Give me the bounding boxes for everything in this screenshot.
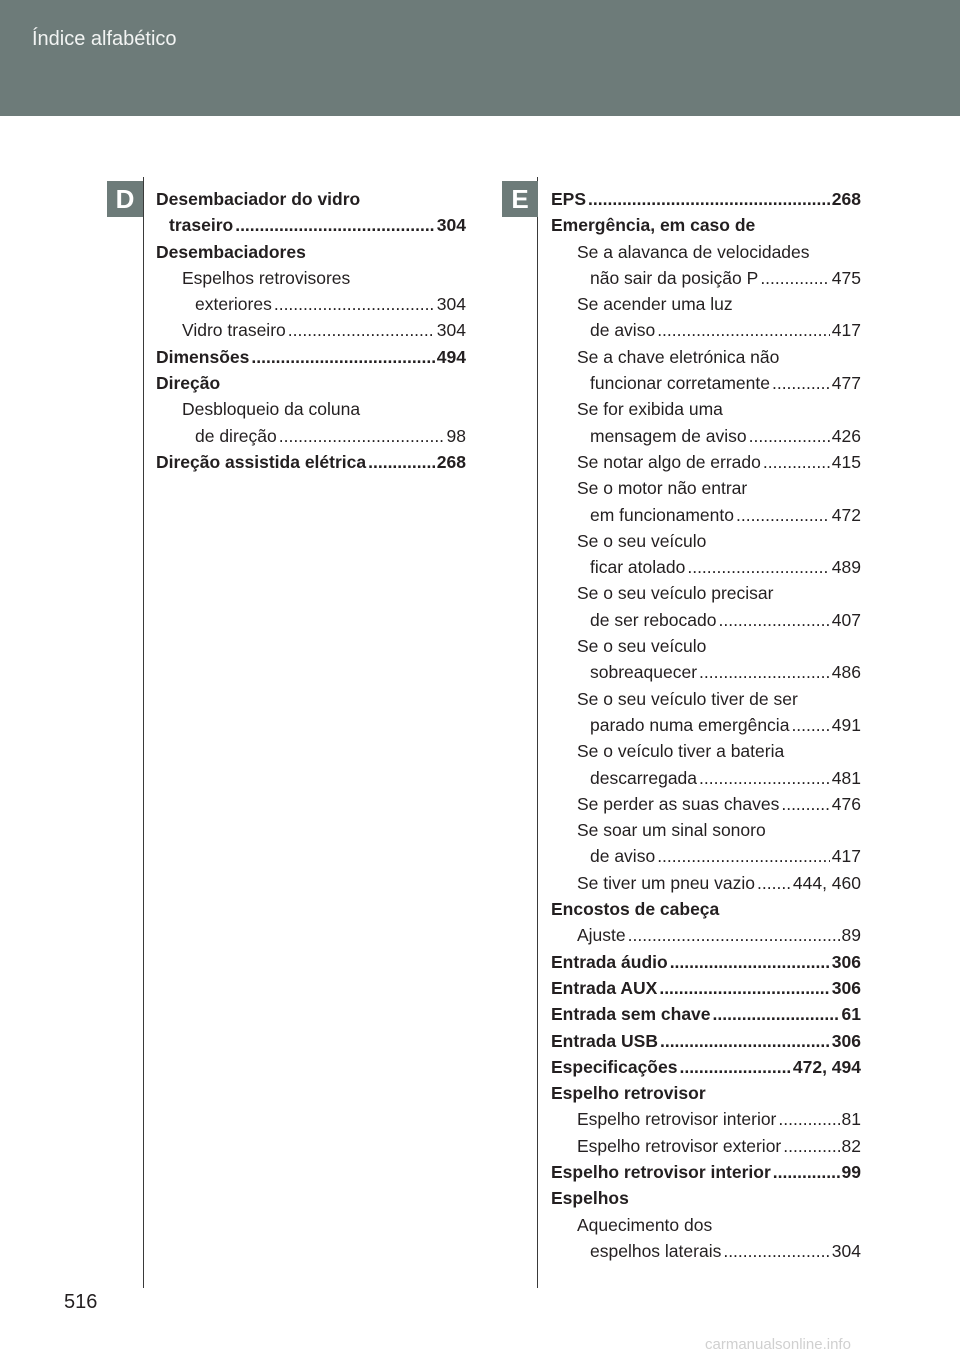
dot-leader — [274, 291, 435, 310]
index-entry-text: não sair da posição P — [590, 267, 759, 288]
index-entry — [551, 475, 861, 501]
index-entry — [551, 1080, 861, 1106]
dot-leader — [657, 317, 830, 336]
dot-leader — [699, 659, 830, 678]
index-entry-text: em funcionamento — [590, 504, 734, 525]
index-entry — [551, 896, 861, 922]
index-entry — [551, 765, 861, 791]
index-entry-text: Espelhos — [551, 1188, 629, 1209]
index-entry-page: 477 — [831, 373, 861, 394]
index-entry-page: 444, 460 — [792, 872, 861, 893]
index-entry — [551, 975, 861, 1001]
index-entry-text: traseiro — [169, 215, 234, 236]
index-entry-page: 61 — [841, 1004, 861, 1025]
dot-leader — [757, 870, 791, 889]
index-entry-text: Desembaciadores — [156, 241, 306, 262]
index-entry-text: Espelho retrovisor exterior — [577, 1135, 782, 1156]
dot-leader — [773, 1159, 840, 1178]
column-divider-left — [143, 177, 144, 1288]
index-entry-text: Espelho retrovisor — [551, 1083, 706, 1104]
index-entry-text: Direção assistida elétrica — [156, 451, 367, 472]
index-entry — [551, 212, 861, 238]
dot-leader — [660, 1028, 830, 1047]
dot-leader — [763, 449, 830, 468]
index-entry-text: Entrada sem chave — [551, 1004, 711, 1025]
index-entry-page: 417 — [831, 320, 861, 341]
section-title: Índice alfabético — [32, 28, 177, 50]
index-entry — [156, 449, 466, 475]
index-entry — [551, 580, 861, 606]
index-entry-page: 407 — [831, 609, 861, 630]
index-entry-text: Encostos de cabeça — [551, 899, 720, 920]
index-entry-text: de aviso — [590, 846, 656, 867]
index-entry-text: Especificações — [551, 1056, 678, 1077]
index-column-e — [551, 186, 861, 1264]
index-entry-page: 417 — [831, 846, 861, 867]
dot-leader — [288, 317, 435, 336]
index-entry-text: ficar atolado — [590, 557, 686, 578]
index-entry-page: 306 — [831, 1030, 861, 1051]
dot-leader — [670, 949, 830, 968]
index-entry — [551, 1159, 861, 1185]
index-entry-text: Aquecimento dos — [577, 1214, 713, 1235]
index-entry-text: Se soar um sinal sonoro — [577, 820, 766, 841]
index-entry-text: de direção — [195, 425, 277, 446]
index-entry-page: 472, 494 — [792, 1056, 861, 1077]
dot-leader — [791, 712, 829, 731]
index-entry-text: Vidro traseiro — [182, 320, 286, 341]
index-entry-page: 99 — [841, 1161, 861, 1182]
index-entry-text: Entrada áudio — [551, 951, 668, 972]
index-entry-page: 476 — [831, 793, 861, 814]
index-entry-text: exteriores — [195, 294, 272, 315]
index-entry-page: 306 — [831, 951, 861, 972]
index-entry — [156, 212, 466, 238]
index-entry-page: 472 — [831, 504, 861, 525]
index-entry-page: 481 — [831, 767, 861, 788]
index-entry — [551, 265, 861, 291]
index-entry-text: Direção — [156, 373, 221, 394]
index-entry — [551, 791, 861, 817]
index-entry-text: Se a chave eletrónica não — [577, 346, 780, 367]
page-header — [0, 0, 960, 116]
index-entry — [551, 423, 861, 449]
index-entry — [156, 344, 466, 370]
dot-leader — [235, 212, 435, 231]
index-entry-text: Entrada USB — [551, 1030, 658, 1051]
index-entry-page: 304 — [436, 320, 466, 341]
index-entry — [551, 1028, 861, 1054]
index-entry — [551, 1054, 861, 1080]
dot-leader — [368, 449, 435, 468]
index-entry — [551, 317, 861, 343]
index-entry-text: Se a alavanca de velocidades — [577, 241, 810, 262]
index-entry-page: 89 — [841, 925, 861, 946]
index-entry — [156, 291, 466, 317]
column-divider-right — [537, 177, 538, 1288]
index-entry — [156, 186, 466, 212]
dot-leader — [749, 423, 830, 442]
dot-leader — [760, 265, 829, 284]
dot-leader — [781, 791, 829, 810]
dot-leader — [699, 765, 830, 784]
index-entry-text: EPS — [551, 189, 587, 209]
index-entry-page: 304 — [436, 294, 466, 315]
index-entry — [551, 344, 861, 370]
letter-tab-d: D — [107, 181, 143, 217]
index-entry-text: Se perder as suas chaves — [577, 793, 780, 814]
index-entry-text: Se o seu veículo — [577, 636, 707, 657]
dot-leader — [772, 370, 830, 389]
index-entry-text: de ser rebocado — [590, 609, 717, 630]
dot-leader — [723, 1238, 829, 1257]
dot-leader — [679, 1054, 790, 1073]
index-entry — [551, 1001, 861, 1027]
index-entry-text: espelhos laterais — [590, 1240, 722, 1261]
index-entry — [551, 502, 861, 528]
index-entry — [551, 922, 861, 948]
index-entry-text: Se for exibida uma — [577, 399, 723, 420]
dot-leader — [657, 843, 830, 862]
index-entry-text: Entrada AUX — [551, 977, 658, 998]
index-entry-text: mensagem de aviso — [590, 425, 747, 446]
index-entry — [551, 554, 861, 580]
index-entry-text: funcionar corretamente — [590, 373, 770, 394]
index-entry — [156, 317, 466, 343]
index-entry — [551, 633, 861, 659]
dot-leader — [251, 344, 434, 363]
index-entry — [551, 449, 861, 475]
index-entry-page: 306 — [831, 977, 861, 998]
index-entry-page: 268 — [436, 451, 466, 472]
page-number: 516 — [64, 1291, 98, 1313]
index-entry — [551, 1238, 861, 1264]
index-entry — [551, 659, 861, 685]
index-entry-text: de aviso — [590, 320, 656, 341]
index-entry — [156, 423, 466, 449]
index-entry — [551, 843, 861, 869]
index-entry-text: Se o seu veículo tiver de ser — [577, 688, 798, 709]
index-entry-page: 304 — [831, 1240, 861, 1261]
index-entry-text: Se o seu veículo precisar — [577, 583, 774, 604]
index-entry — [551, 1133, 861, 1159]
dot-leader — [783, 1133, 839, 1152]
index-entry-text: Se o veículo tiver a bateria — [577, 741, 785, 762]
dot-leader — [713, 1001, 840, 1020]
index-entry-text: Espelhos retrovisores — [182, 267, 351, 288]
dot-leader — [778, 1106, 839, 1125]
index-entry — [156, 370, 466, 396]
index-entry — [551, 712, 861, 738]
index-entry-page: 426 — [831, 425, 861, 446]
index-entry-page: 475 — [831, 267, 861, 288]
index-entry-text: Espelho retrovisor interior — [551, 1161, 771, 1182]
index-entry — [551, 291, 861, 317]
index-entry-text: Ajuste — [577, 925, 626, 946]
index-entry — [551, 738, 861, 764]
dot-leader — [718, 607, 829, 626]
index-entry — [551, 607, 861, 633]
index-entry-text: Espelho retrovisor interior — [577, 1109, 777, 1130]
index-entry — [551, 686, 861, 712]
index-entry — [551, 370, 861, 396]
letter-tab-e: E — [502, 181, 538, 217]
index-entry-page: 491 — [831, 714, 861, 735]
index-entry — [156, 265, 466, 291]
index-entry — [551, 1185, 861, 1211]
index-entry-page: 486 — [831, 662, 861, 683]
index-entry-page: 494 — [436, 346, 466, 367]
index-entry — [156, 396, 466, 422]
index-entry-text: parado numa emergência — [590, 714, 790, 735]
index-entry — [551, 817, 861, 843]
index-entry — [156, 239, 466, 265]
index-entry — [551, 186, 861, 212]
index-entry-page: 81 — [841, 1109, 861, 1130]
index-entry — [551, 949, 861, 975]
index-entry-page: 415 — [831, 451, 861, 472]
watermark: carmanualsonline.info — [705, 1336, 851, 1353]
index-entry-text: Emergência, em caso de — [551, 215, 756, 236]
index-entry-text: Se notar algo de errado — [577, 451, 761, 472]
index-entry-text: Se o motor não entrar — [577, 478, 748, 499]
index-entry — [551, 870, 861, 896]
index-column-d — [156, 186, 466, 475]
dot-leader — [628, 922, 840, 941]
index-entry-page: 268 — [831, 189, 861, 209]
index-entry-page: 98 — [446, 425, 466, 446]
index-entry-text: Se tiver um pneu vazio — [577, 872, 756, 893]
index-entry-text: sobreaquecer — [590, 662, 698, 683]
index-entry-text: Se acender uma luz — [577, 294, 733, 315]
dot-leader — [588, 186, 830, 205]
index-entry-text: Se o seu veículo — [577, 530, 707, 551]
index-entry — [551, 528, 861, 554]
dot-leader — [736, 502, 830, 521]
index-entry-text: descarregada — [590, 767, 698, 788]
index-entry-text: Desembaciador do vidro — [156, 189, 361, 209]
index-entry-text: Desbloqueio da coluna — [182, 399, 361, 420]
index-entry-page: 82 — [841, 1135, 861, 1156]
dot-leader — [659, 975, 829, 994]
index-entry — [551, 1106, 861, 1132]
dot-leader — [687, 554, 829, 573]
dot-leader — [279, 423, 445, 442]
index-entry — [551, 1212, 861, 1238]
index-entry-page: 489 — [831, 557, 861, 578]
index-entry — [551, 239, 861, 265]
index-entry-text: Dimensões — [156, 346, 250, 367]
index-entry — [551, 396, 861, 422]
index-entry-page: 304 — [436, 215, 466, 236]
